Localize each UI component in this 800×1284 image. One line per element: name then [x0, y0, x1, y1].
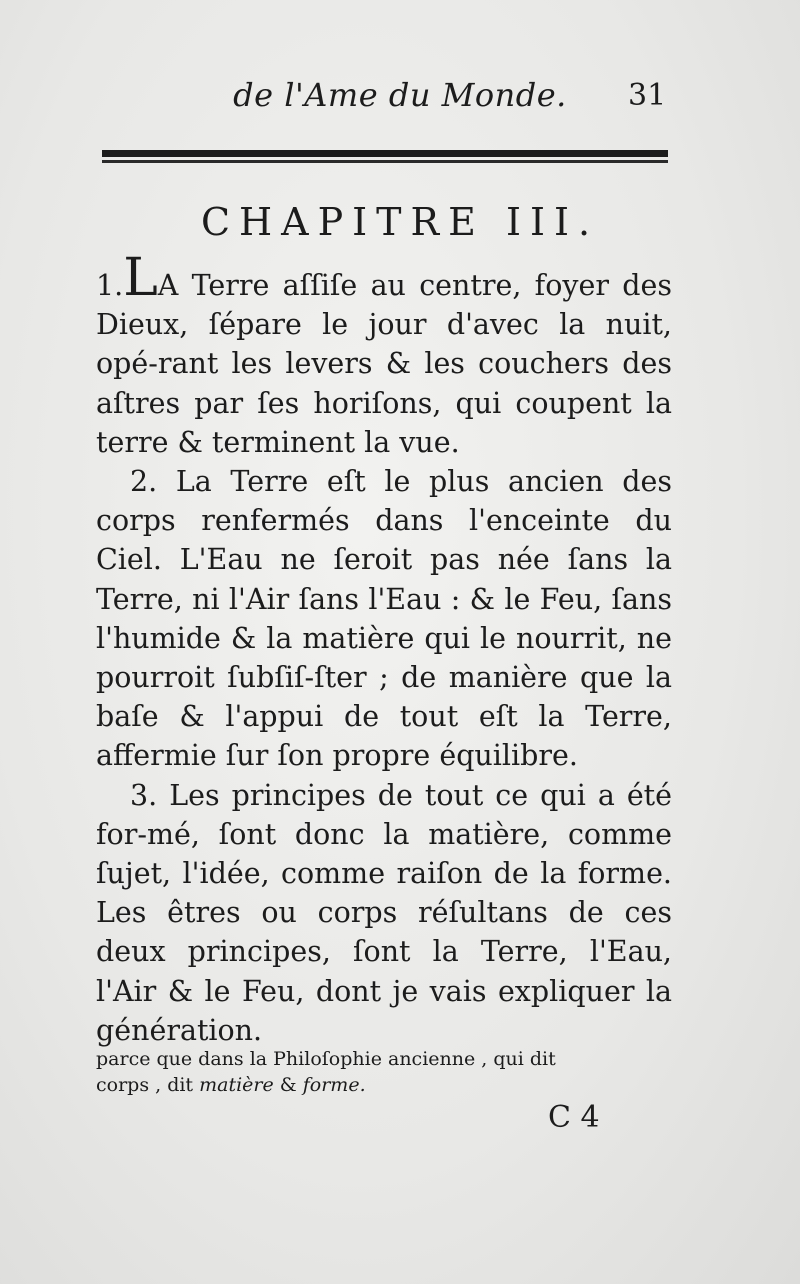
footnote-amp: & — [273, 1074, 303, 1096]
paragraph-2: 2. La Terre eſt le plus ancien des corps renfermés dans l'enceinte du Ciel. L'Eau ne ſeroit pas née ſans la Terre, ni l'Air ſans l'Eau : & le Feu, ſans l'humide & la matière qui le nourrit, ne pourroit ſubſiſ-ſter ; de manière que la baſe & l'appui de tout eſt la Terre, affermie ſur ſon propre équilibre. — [96, 465, 672, 773]
paragraph-3: 3. Les principes de tout ce qui a été for-mé, ſont donc la matière, comme ſujet, l'idée, comme raiſon de la forme. Les êtres ou corps réſultans de ces deux principes, ſont la Terre, l'Eau, l'Air & le Feu, dont je vais expliquer la génération. — [96, 778, 672, 1047]
header-rule-thick — [102, 150, 668, 157]
paragraph-1-text: A Terre aſſiſe au centre, foyer des Dieux, ſépare le jour d'avec la nuit, opé-rant les levers & les couchers des aſtres par ſes horiſons, qui coupent la terre & terminent la vue. — [96, 269, 672, 459]
header-rule-thin — [102, 160, 668, 163]
running-title: de l'Ame du Monde. — [233, 76, 567, 114]
footnote-line-2: corps , dit — [96, 1074, 200, 1096]
footnote-forme: forme. — [302, 1074, 366, 1096]
body-text — [96, 248, 672, 1050]
footnote-line-1: parce que dans la Philoſophie ancienne , qui dit — [96, 1048, 556, 1070]
signature-mark: C 4 — [548, 1100, 600, 1135]
page-number: 31 — [628, 78, 667, 113]
drop-cap: L — [123, 248, 158, 308]
paragraph-1-number: 1. — [96, 269, 124, 302]
chapter-title: CHAPITRE III. — [200, 200, 600, 244]
paragraph-1 — [96, 248, 672, 462]
footnote-matiere: matière — [199, 1074, 274, 1096]
footnote — [96, 1046, 676, 1098]
